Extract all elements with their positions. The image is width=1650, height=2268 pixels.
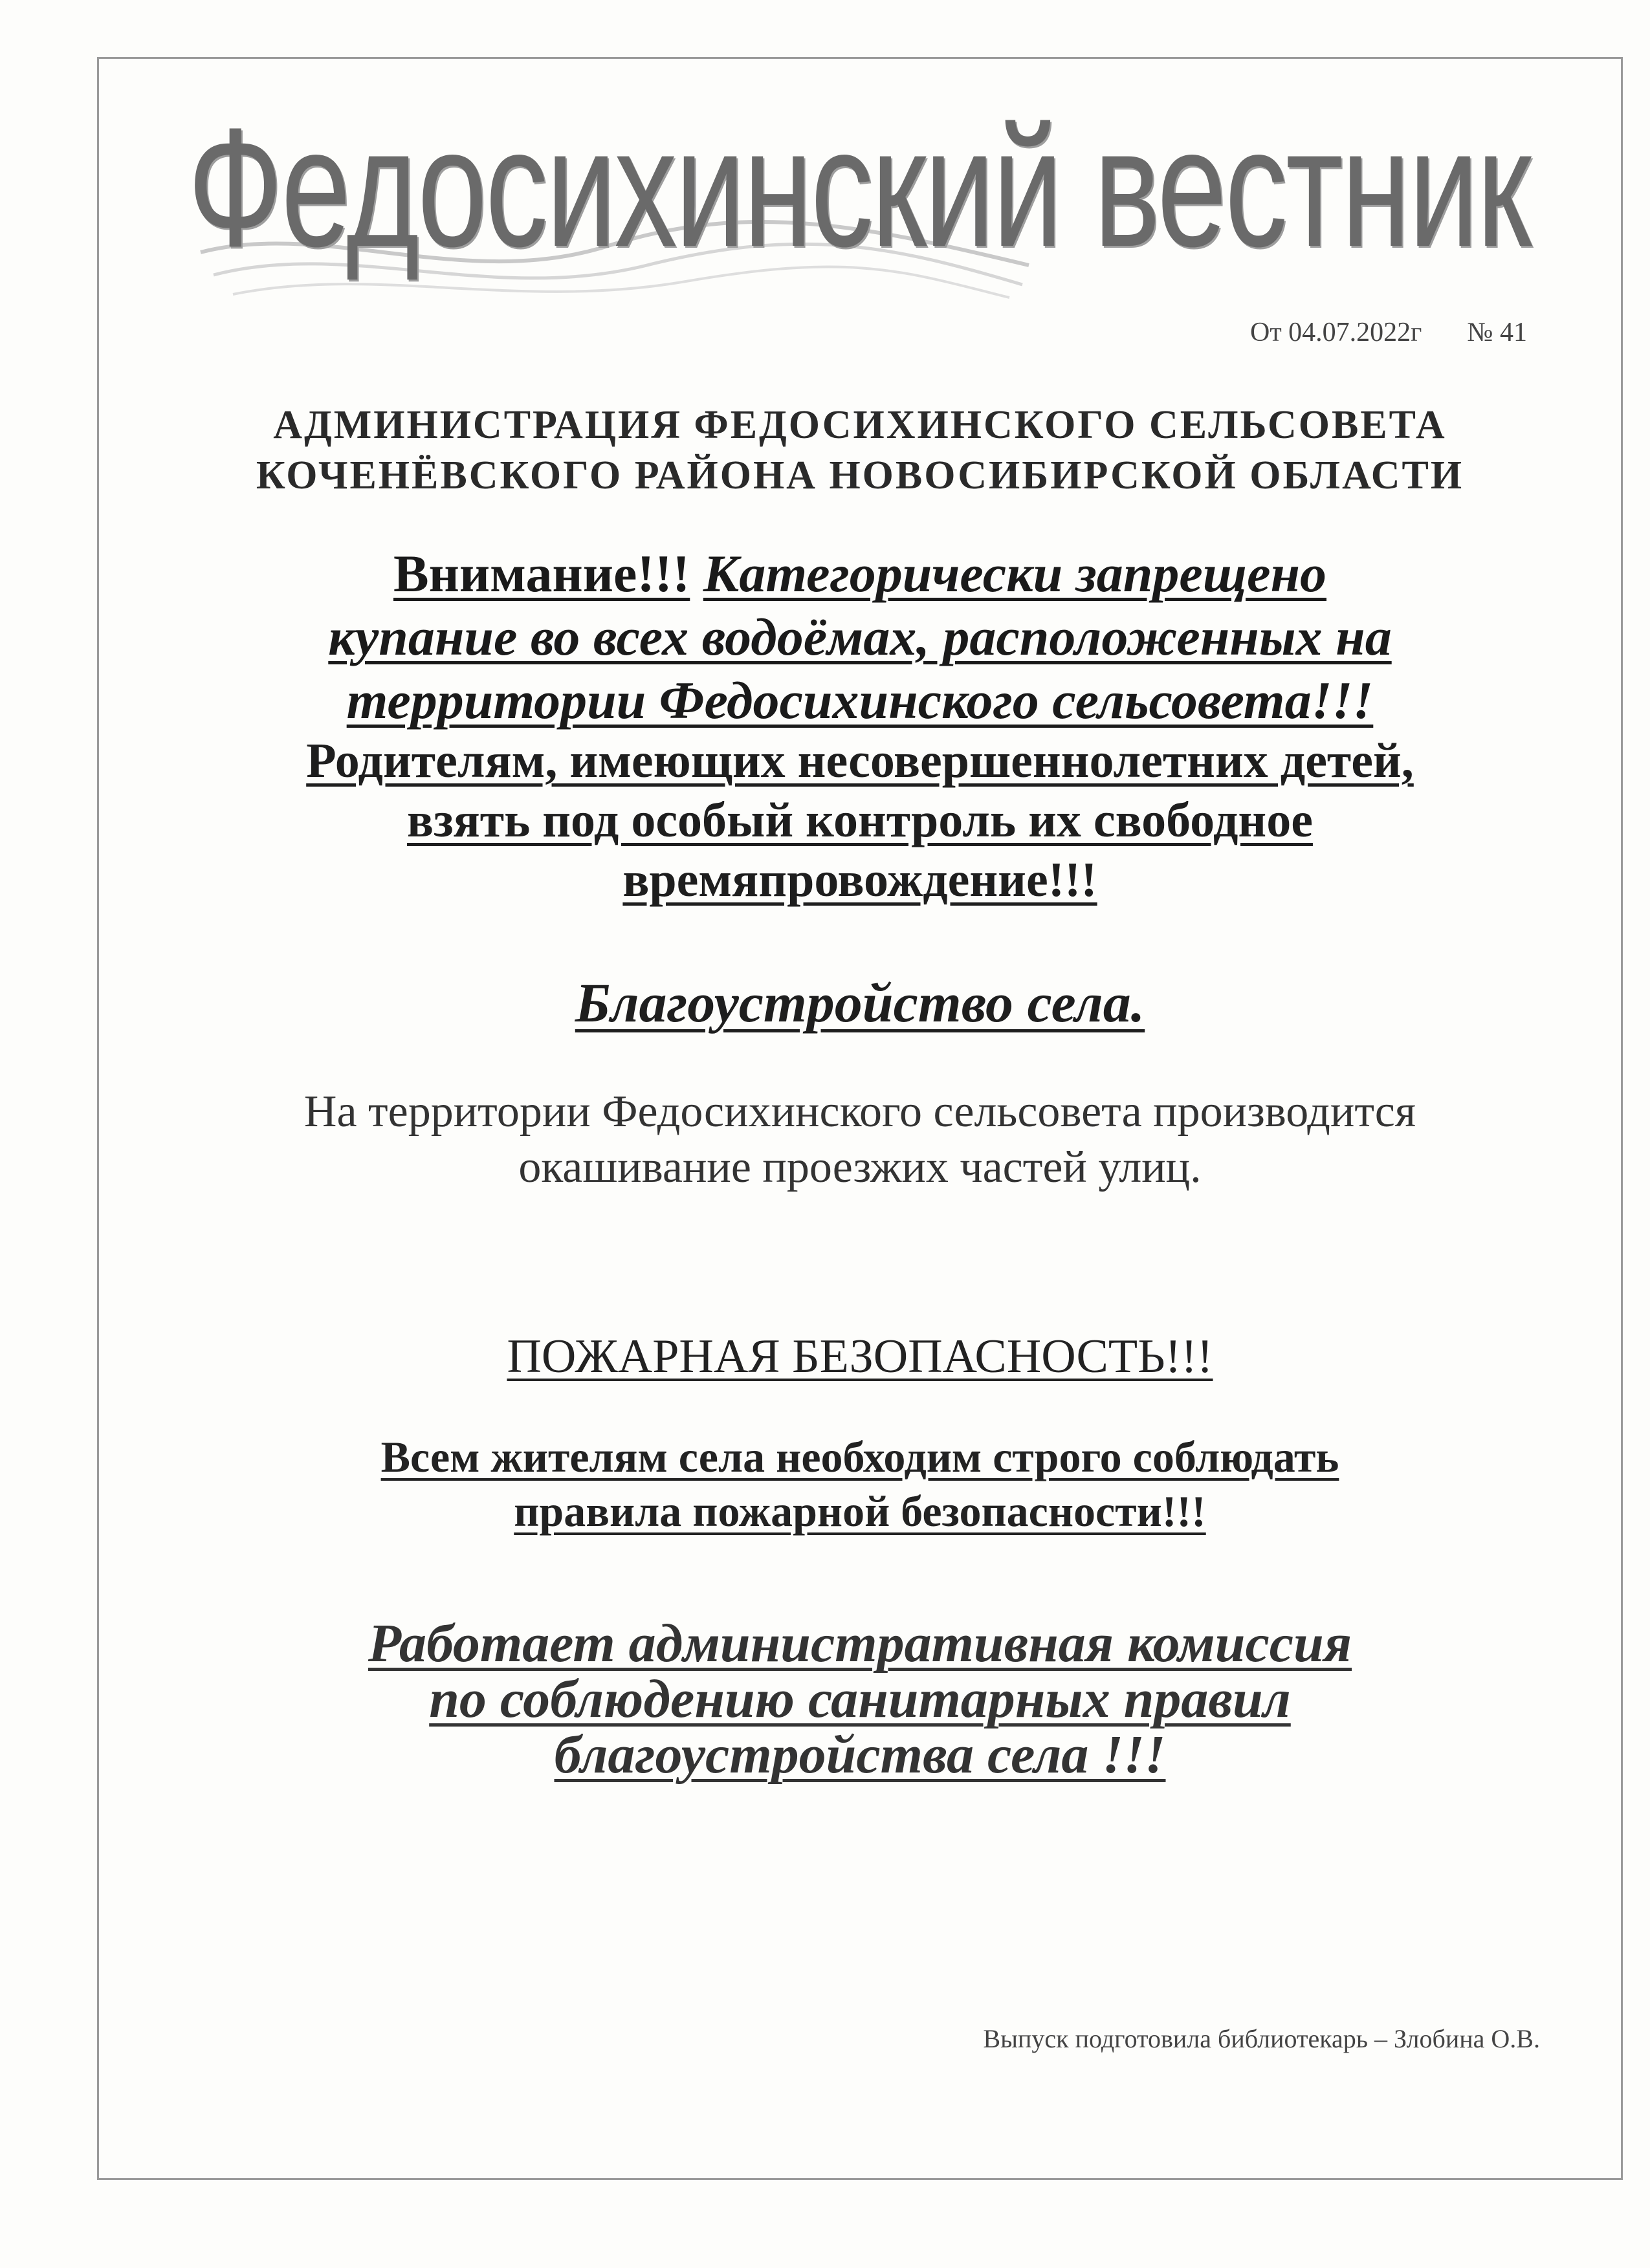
parents-line: времяпровождение!!! (622, 853, 1097, 907)
issue-info (1100, 317, 1527, 348)
commission-line: по соблюдению санитарных правил (429, 1669, 1291, 1729)
parents-notice (97, 731, 1623, 910)
improvement-line: На территории Федосихинского сельсовета производится (303, 1087, 1416, 1137)
administration-header (97, 400, 1623, 501)
administration-line: КОЧЕНЁВСКОГО РАЙОНА НОВОСИБИРСКОЙ ОБЛАСТИ (256, 453, 1464, 497)
warning-text: купание во всех водоёмах, расположенных на (328, 607, 1392, 666)
fire-safety-line: правила пожарной безопасности!!! (514, 1487, 1206, 1536)
masthead-title: Федосихинский вестник (188, 93, 1530, 282)
fire-safety-line: Всем жителям села необходим строго соблюдать (380, 1432, 1339, 1481)
issue-number: № 41 (1467, 318, 1527, 347)
warning-line (97, 542, 1623, 605)
improvement-heading: Благоустройство села. (575, 972, 1145, 1034)
warning-text: Категорически запрещено (703, 544, 1327, 603)
attention-label: Внимание!!! (393, 544, 690, 603)
commission-line: благоустройства села !!! (554, 1725, 1166, 1785)
administration-line: АДМИНИСТРАЦИЯ ФЕДОСИХИНСКОГО СЕЛЬСОВЕТА (273, 403, 1447, 447)
footer-credit: Выпуск подготовила библиотекарь – Злобина О.В. (983, 2024, 1540, 2053)
commission-line: Работает административная комиссия (368, 1613, 1352, 1674)
commission-notice (97, 1613, 1623, 1785)
warning-text: территории Федосихинского сельсовета!!! (346, 671, 1374, 730)
improvement-line: окашивание проезжих частей улиц. (518, 1142, 1202, 1192)
issue-date: От 04.07.2022г (1250, 318, 1422, 347)
fire-safety-heading: ПОЖАРНАЯ БЕЗОПАСНОСТЬ!!! (507, 1330, 1213, 1383)
fire-safety-text (97, 1430, 1623, 1538)
parents-line: взять под особый контроль их свободное (407, 793, 1313, 847)
improvement-text (97, 1084, 1623, 1195)
swimming-ban-notice (97, 542, 1623, 732)
parents-line: Родителям, имеющих несовершеннолетних детей, (306, 734, 1414, 788)
